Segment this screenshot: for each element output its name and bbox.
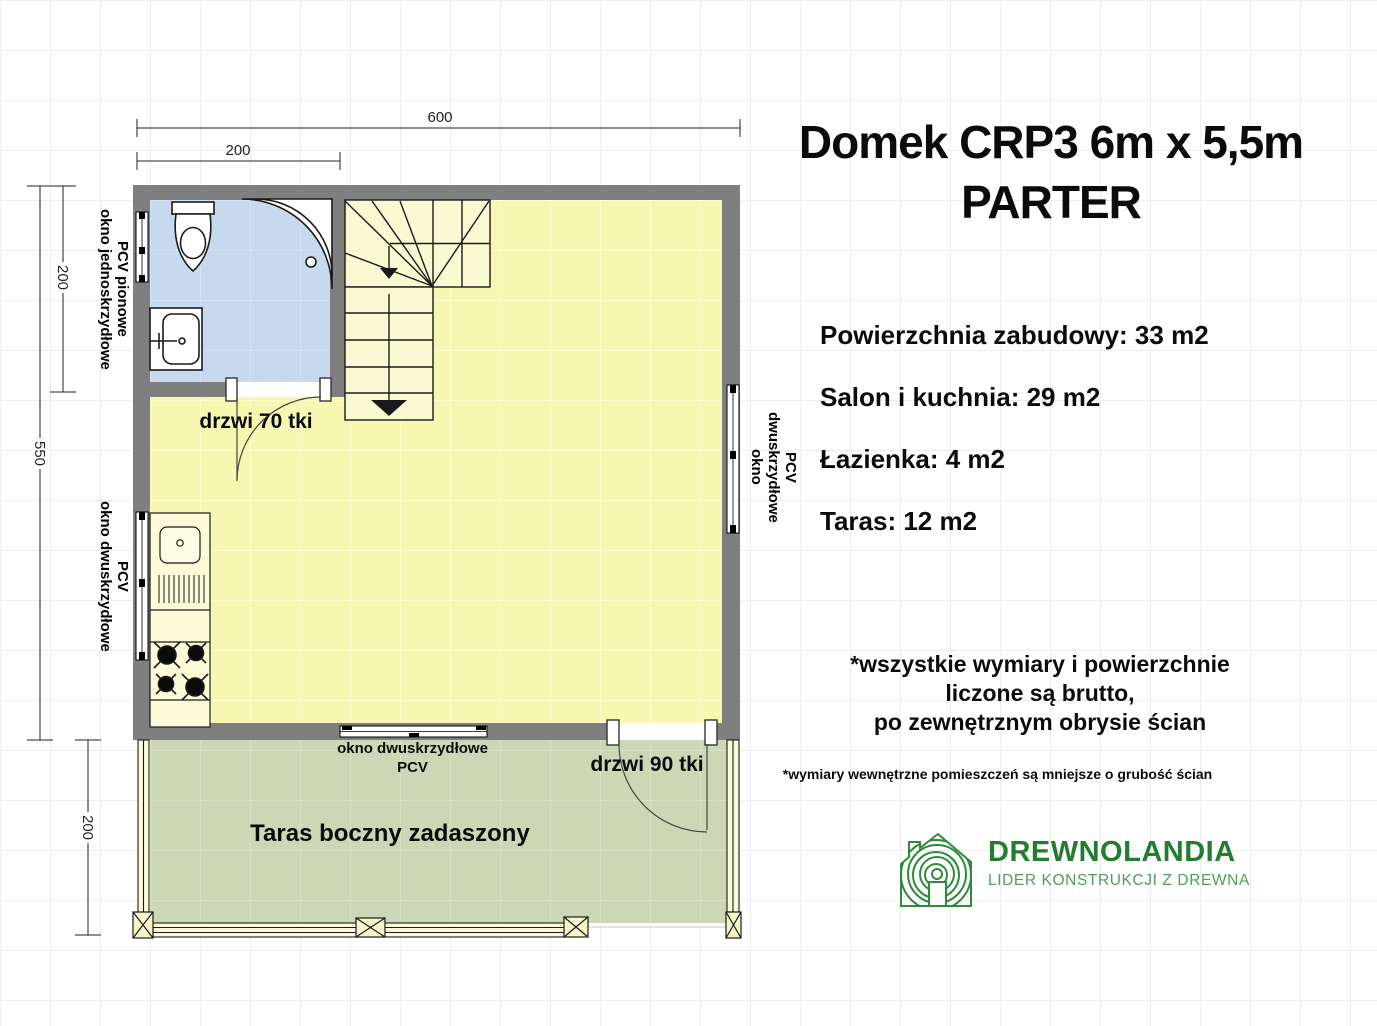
kitchen-sink (160, 527, 200, 563)
company-name: DREWNOLANDIA (988, 836, 1236, 868)
terrace-room-label: Taras boczny zadaszony (250, 820, 530, 847)
title-line1: Domek CRP3 6m x 5,5m (798, 116, 1304, 168)
title-line2: PARTER (961, 176, 1141, 228)
bathroom-window-label: okno jednoskrzydłowe PCV pionowe (97, 208, 131, 370)
bathroom-door-label: drzwi 70 tki (199, 410, 313, 433)
dim-bath-width: 200 (225, 142, 251, 159)
spec-item: Powierzchnia zabudowy: 33 m2 (820, 320, 1209, 350)
kitchen-window-label: okno dwuskrzydłowe PCV (97, 500, 131, 652)
wood-house-logo-icon (893, 824, 979, 910)
gross-dimensions-note: *wszystkie wymiary i powierzchnie liczone są brutto, po zewnętrznym obrysie ścian (850, 651, 1230, 735)
dim-bath-height: 200 (54, 262, 71, 293)
bathroom-window (136, 212, 148, 282)
spec-item: Salon i kuchnia: 29 m2 (820, 382, 1101, 412)
inner-dimensions-footnote: *wymiary wewnętrzne pomieszczeń są mniejsze o grubość ścian (782, 766, 1213, 782)
spec-item: Łazienka: 4 m2 (820, 444, 1005, 474)
kitchen-window (136, 512, 148, 660)
company-logo (893, 824, 979, 910)
dim-house-height: 550 (31, 438, 48, 469)
right-window (727, 385, 739, 533)
right-window-label: okno dwuskrzydłowe PCV (748, 411, 799, 523)
kitchen-counter (150, 513, 210, 727)
terrace-window-label: okno dwuskrzydłowe PCV (337, 740, 488, 776)
company-logo-text (988, 836, 1250, 890)
terrace-window (340, 726, 487, 737)
area-specs (820, 320, 1209, 568)
sink-fixture (150, 308, 202, 370)
dim-terrace-height: 200 (79, 812, 96, 843)
dim-total-width: 600 (427, 109, 453, 126)
company-tagline: LIDER KONSTRUKCJI Z DREWNA (988, 872, 1250, 889)
spec-item: Taras: 12 m2 (820, 506, 978, 536)
page-title (745, 112, 1357, 232)
terrace-door-label: drzwi 90 tki (590, 753, 704, 776)
